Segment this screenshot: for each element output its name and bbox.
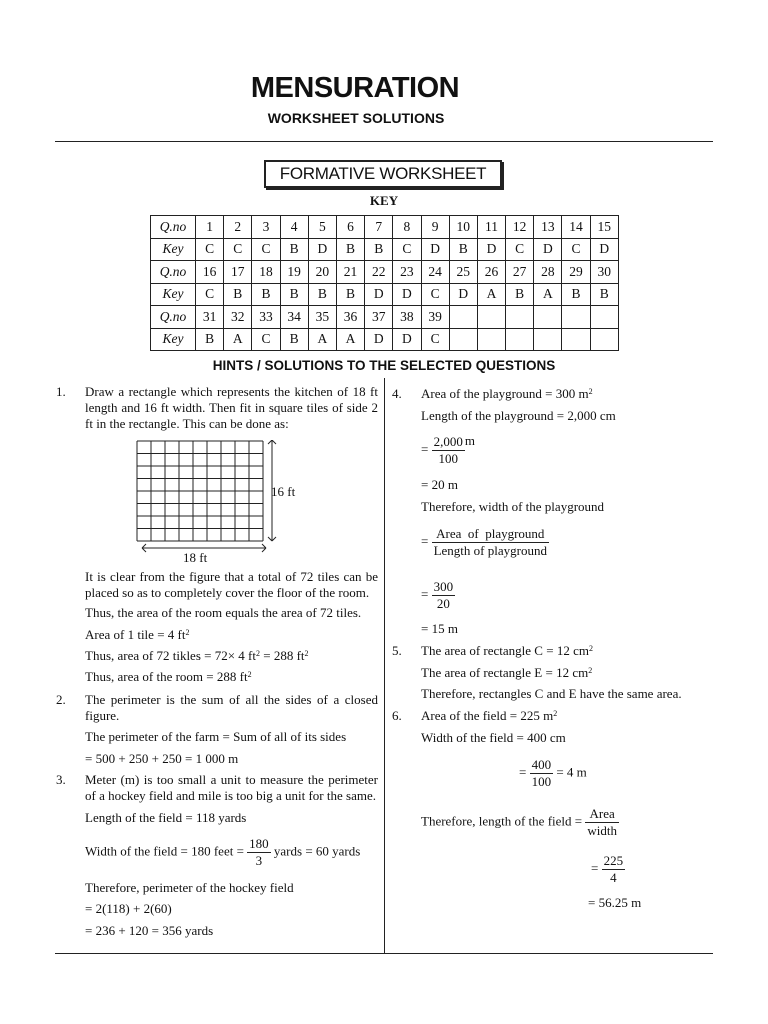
answer-cell: B (590, 283, 618, 306)
question-5-line-2: The area of rectangle E = 12 $cm^2$ (421, 665, 593, 680)
question-6-line-3: Therefore, length of the field = $\frac{\text{Area}}{\text{width}}$ (421, 806, 617, 838)
question-number-cell: 23 (393, 261, 421, 284)
formative-worksheet-box: FORMATIVE WORKSHEET (264, 160, 502, 188)
question-5-line-1: The area of rectangle C = 12 $cm^2$ (421, 643, 593, 658)
question-number-cell: 35 (308, 306, 336, 329)
question-5-line-3: Therefore, rectangles C and E have the same area. (421, 686, 682, 701)
figure-height-label: 16 ft (271, 484, 296, 499)
question-number-cell: 34 (280, 306, 308, 329)
answer-cell: D (393, 328, 421, 351)
answer-cell: B (506, 283, 534, 306)
question-3-line-5: = 2(118) + 2(60) (85, 901, 172, 916)
question-number-cell: 7 (365, 216, 393, 239)
question-number-cell: 25 (449, 261, 477, 284)
answer-cell: C (506, 238, 534, 261)
question-3-line-6: = 236 + 120 = 356 yards (85, 923, 214, 938)
answer-cell: C (421, 283, 449, 306)
question-1-line-5: Thus, area of 72 tikles = 72× 4 $ft^2 = 288$ $ft^2$ (85, 648, 309, 663)
answer-cell: B (336, 283, 364, 306)
question-3-text: Meter (m) is too small a unit to measure the perimeter of a hockey field and mile is too big a unit for the same. (85, 772, 378, 803)
question-number-cell: 21 (336, 261, 364, 284)
question-3-line-3: Width of the field = 180 feet = $\frac{180}{3}$ yards = 60 yards (85, 836, 361, 868)
question-number-cell: 26 (477, 261, 505, 284)
answer-cell: C (196, 283, 224, 306)
question-number-cell: 28 (534, 261, 562, 284)
qno-row-label: Q.no (151, 216, 196, 239)
question-4-fraction-2: = $\frac{\text{Area of playground}}{\text{Length of playground}}$ (421, 526, 547, 558)
answer-cell: A (534, 283, 562, 306)
question-4-line-1: Area of the playground = 300 $m^2$ (421, 386, 593, 401)
question-number-cell: 5 (308, 216, 336, 239)
answer-cell: B (252, 283, 280, 306)
question-number-cell: 24 (421, 261, 449, 284)
question-number-cell: 12 (506, 216, 534, 239)
question-number-cell (506, 306, 534, 329)
answer-cell (449, 328, 477, 351)
answer-cell: B (280, 238, 308, 261)
question-number-cell: 19 (280, 261, 308, 284)
answer-cell: D (421, 238, 449, 261)
question-4-line-2: Length of the playground = 2,000 cm (421, 408, 616, 423)
key-row-label: Key (151, 328, 196, 351)
question-number-cell: 6 (336, 216, 364, 239)
question-2-line-3: = 500 + 250 + 250 = 1 000 m (85, 751, 239, 766)
question-number-cell: 14 (562, 216, 590, 239)
question-number-cell: 27 (506, 261, 534, 284)
question-number-cell: 15 (590, 216, 618, 239)
question-6-number: 6. (392, 708, 402, 723)
answer-cell: B (224, 283, 252, 306)
question-6-line-1: Area of the field = 225 $m^2$ (421, 708, 558, 723)
question-4-line-3: = 20 m (421, 477, 458, 492)
question-2-number: 2. (56, 692, 66, 707)
answer-cell: C (252, 328, 280, 351)
question-number-cell: 11 (477, 216, 505, 239)
question-number-cell (562, 306, 590, 329)
question-4-fraction-1: = $\frac{2,000}{100}$ m (421, 433, 475, 466)
answer-cell: D (365, 283, 393, 306)
question-number-cell: 17 (224, 261, 252, 284)
answer-cell: A (477, 283, 505, 306)
question-number-cell: 32 (224, 306, 252, 329)
tile-grid-figure (136, 440, 306, 565)
question-number-cell: 37 (365, 306, 393, 329)
answer-cell: B (336, 238, 364, 261)
question-6-fraction-3: = $\frac{225}{4}$ (591, 853, 624, 885)
qno-row (151, 306, 619, 329)
question-number-cell: 8 (393, 216, 421, 239)
question-number-cell: 9 (421, 216, 449, 239)
question-number-cell: 38 (393, 306, 421, 329)
hints-heading: HINTS / SOLUTIONS TO THE SELECTED QUESTIONS (212, 358, 556, 373)
question-1-line-3: Thus, the area of the room equals the area of 72 tiles. (85, 605, 362, 620)
column-divider (384, 378, 385, 954)
question-number-cell (534, 306, 562, 329)
question-number-cell (449, 306, 477, 329)
question-1-number: 1. (56, 384, 66, 399)
question-4-fraction-3: = $\frac{300}{20}$ (421, 579, 454, 611)
key-row (151, 283, 619, 306)
question-number-cell: 39 (421, 306, 449, 329)
question-number-cell: 22 (365, 261, 393, 284)
answer-cell: A (224, 328, 252, 351)
answer-cell: C (421, 328, 449, 351)
question-number-cell (590, 306, 618, 329)
key-row-label: Key (151, 283, 196, 306)
key-row (151, 238, 619, 261)
qno-row-label: Q.no (151, 261, 196, 284)
answer-cell: B (308, 283, 336, 306)
question-number-cell: 31 (196, 306, 224, 329)
question-2-line-2: The perimeter of the farm = Sum of all of its sides (85, 729, 347, 744)
answer-cell: D (365, 328, 393, 351)
question-number-cell: 16 (196, 261, 224, 284)
answer-cell: B (449, 238, 477, 261)
question-number-cell: 1 (196, 216, 224, 239)
header-divider (55, 141, 713, 142)
answer-cell: D (393, 283, 421, 306)
answer-cell (506, 328, 534, 351)
question-number-cell: 10 (449, 216, 477, 239)
answer-cell (562, 328, 590, 351)
qno-row-label: Q.no (151, 306, 196, 329)
answer-cell: B (562, 283, 590, 306)
answer-cell: C (224, 238, 252, 261)
figure-width-label: 18 ft (183, 550, 208, 565)
question-number-cell: 3 (252, 216, 280, 239)
question-5-number: 5. (392, 643, 402, 658)
question-number-cell: 30 (590, 261, 618, 284)
question-4-line-4: Therefore, width of the playground (421, 499, 605, 514)
question-1-text: Draw a rectangle which represents the kitchen of 18 ft length and 16 ft width. Then fit in square tiles of side 2 ft in the rectangle. This can be done as: (85, 384, 378, 431)
question-1-line-6: Thus, area of the room = 288 $ft^2$ (85, 669, 252, 684)
qno-row (151, 216, 619, 239)
question-number-cell: 18 (252, 261, 280, 284)
answer-cell: D (534, 238, 562, 261)
question-6-line-2: Width of the field = 400 cm (421, 730, 566, 745)
answer-cell: C (252, 238, 280, 261)
question-4-number: 4. (392, 386, 402, 401)
question-3-line-2: Length of the field = 118 yards (85, 810, 247, 825)
qno-row (151, 261, 619, 284)
answer-cell: B (280, 328, 308, 351)
fraction-180-3: $\frac{180}{3}$ (249, 836, 269, 868)
question-number-cell: 29 (562, 261, 590, 284)
answer-cell (590, 328, 618, 351)
question-number-cell: 4 (280, 216, 308, 239)
answer-cell: D (590, 238, 618, 261)
answer-cell: D (477, 238, 505, 261)
answer-cell: B (280, 283, 308, 306)
question-number-cell (477, 306, 505, 329)
question-number-cell: 33 (252, 306, 280, 329)
question-6-line-4: = 56.25 m (588, 895, 642, 910)
footer-divider (55, 953, 713, 954)
answer-cell: D (308, 238, 336, 261)
question-number-cell: 13 (534, 216, 562, 239)
answer-key-table (150, 215, 619, 351)
key-row-label: Key (151, 238, 196, 261)
answer-cell: C (196, 238, 224, 261)
question-2-text: The perimeter is the sum of all the sides of a closed figure. (85, 692, 378, 723)
page-subtitle: WORKSHEET SOLUTIONS (267, 110, 445, 126)
question-1-explanation: It is clear from the figure that a total of 72 tiles can be placed so as to completely cover the floor of the room. (85, 569, 378, 600)
question-1-line-4: Area of 1 tile = 4 $ft^2$ (85, 627, 190, 642)
question-3-number: 3. (56, 772, 66, 787)
answer-cell: C (562, 238, 590, 261)
answer-cell: C (393, 238, 421, 261)
answer-cell: B (196, 328, 224, 351)
key-heading: KEY (369, 193, 399, 208)
answer-cell: B (365, 238, 393, 261)
key-row (151, 328, 619, 351)
answer-cell: D (449, 283, 477, 306)
answer-cell: A (308, 328, 336, 351)
question-6-fraction-1: = $\frac{400}{100}$ = 4 m (519, 757, 587, 789)
question-number-cell: 20 (308, 261, 336, 284)
answer-cell (534, 328, 562, 351)
question-number-cell: 36 (336, 306, 364, 329)
question-4-line-5: = 15 m (421, 621, 458, 636)
question-3-line-4: Therefore, perimeter of the hockey field (85, 880, 294, 895)
answer-cell: A (336, 328, 364, 351)
question-number-cell: 2 (224, 216, 252, 239)
page-title: MENSURATION (250, 72, 460, 104)
answer-cell (477, 328, 505, 351)
